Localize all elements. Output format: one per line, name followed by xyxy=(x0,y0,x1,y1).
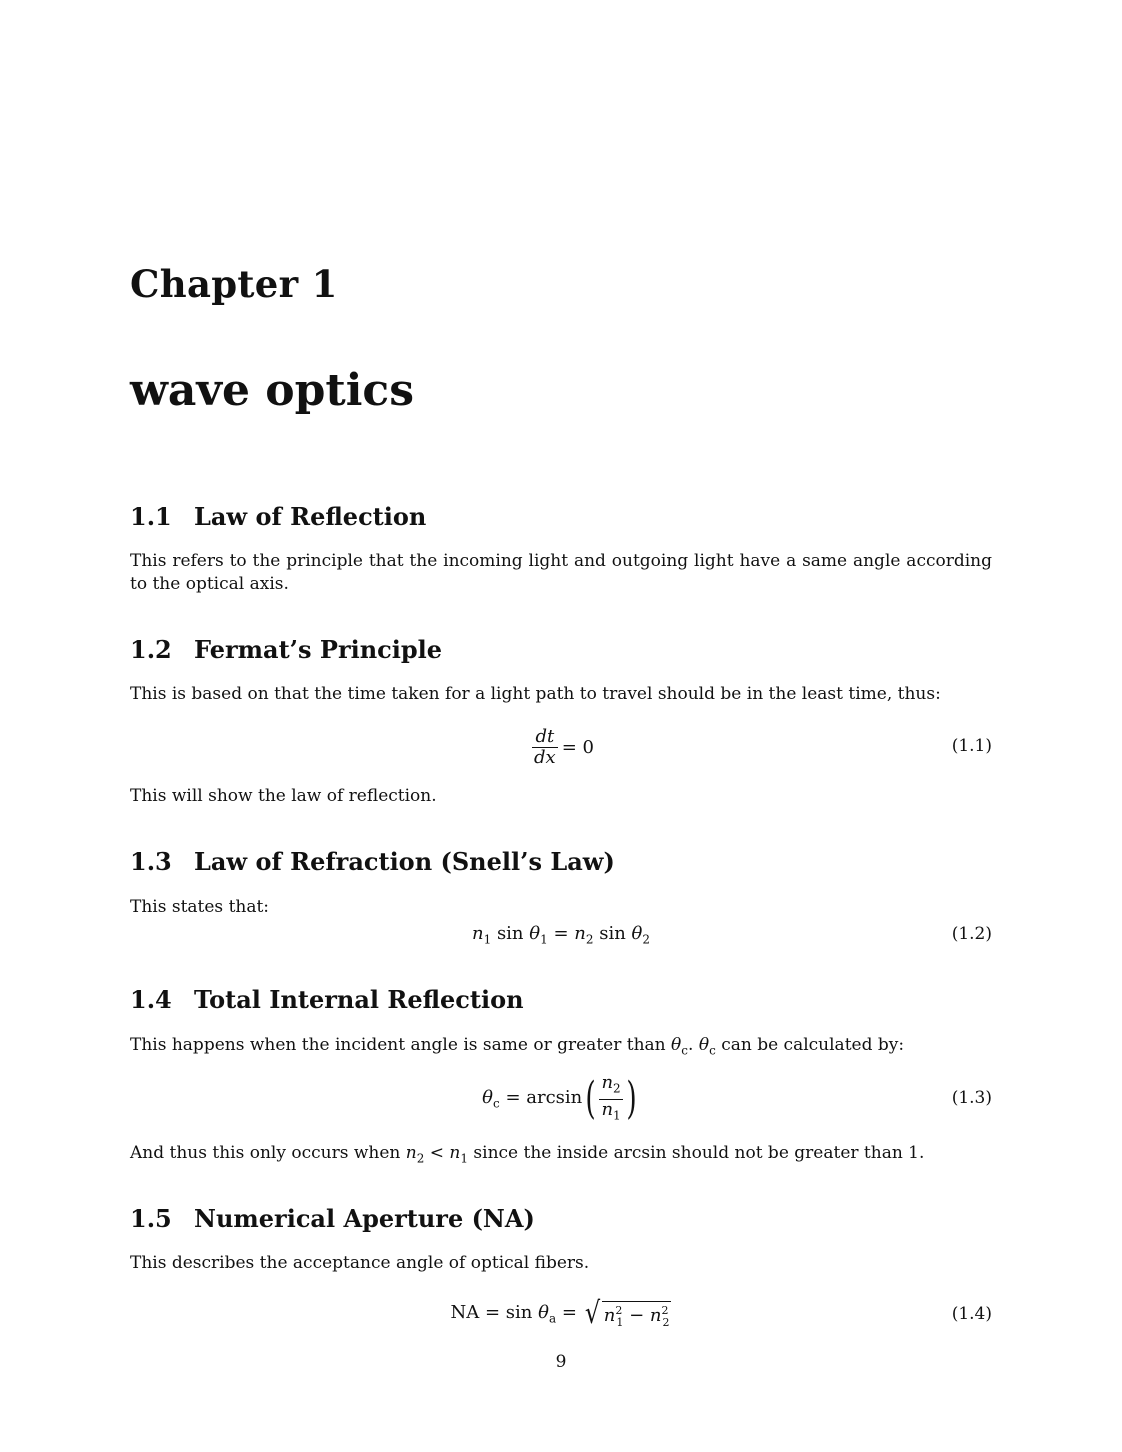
equation-number: (1.2) xyxy=(951,924,992,944)
section-number: 1.5 xyxy=(130,1204,172,1233)
chapter-title: wave optics xyxy=(130,365,414,416)
section-heading-1-1 xyxy=(130,502,426,531)
equation-number: (1.3) xyxy=(951,1088,992,1108)
equation-1-4: NA = $\sin \theta_a$ = √ $n^2_1 - n^2_2$ (1.4) xyxy=(450,1296,992,1331)
chapter-label: Chapter 1 xyxy=(130,262,338,306)
section-number: 1.2 xyxy=(130,635,172,664)
function-name: arcsin xyxy=(526,1087,583,1109)
equation-lhs: NA xyxy=(450,1302,480,1324)
fraction-numerator: dt xyxy=(535,725,555,747)
page-number: 9 xyxy=(555,1352,567,1372)
equation-rhs: = 0 xyxy=(561,736,594,758)
radical-sign-icon: √ xyxy=(584,1296,600,1331)
section-title: Numerical Aperture (NA) xyxy=(194,1204,535,1233)
fraction xyxy=(532,727,558,768)
right-paren: ) xyxy=(626,1073,637,1124)
section-title: Total Internal Reflection xyxy=(194,985,524,1014)
equation-1-1 xyxy=(130,722,992,772)
section-number: 1.4 xyxy=(130,985,172,1014)
equation-1-2 xyxy=(130,921,992,949)
section-heading-1-5 xyxy=(130,1204,535,1233)
paragraph-snell: This states that: xyxy=(130,897,270,917)
paragraph-tir-after: And thus this only occurs when $n_2 < n_1$ since the inside arcsin should not be greater than 1. xyxy=(130,1143,925,1166)
paragraph-text: since the inside arcsin should not be greater than 1. xyxy=(473,1143,925,1163)
paragraph-fermat-after: This will show the law of reflection. xyxy=(130,786,437,806)
square-root: √ $n^2_1 - n^2_2$ xyxy=(584,1296,670,1331)
paragraph-tir: This happens when the incident angle is same or greater than $\theta_c$. $\theta_c$ can be calculated by: xyxy=(130,1035,905,1058)
section-heading-1-3 xyxy=(130,847,615,876)
equation-number: (1.4) xyxy=(951,1304,992,1324)
section-title: Law of Reflection xyxy=(194,502,427,531)
section-heading-1-2 xyxy=(130,635,442,664)
paragraph-text: And thus this only occurs when xyxy=(130,1143,401,1163)
equation-number: (1.1) xyxy=(951,736,992,756)
paragraph-text: can be calculated by: xyxy=(721,1035,905,1055)
snell-law-formula: $n_1$ $\sin \theta_1 = n_2$ $\sin \theta_2$ xyxy=(471,923,651,947)
fraction-denominator: dx xyxy=(534,746,556,768)
section-title: Fermat’s Principle xyxy=(194,635,443,664)
fraction: $\frac{n_2}{n_1}$ xyxy=(599,1073,622,1125)
paragraph-na: This describes the acceptance angle of optical fibers. xyxy=(130,1253,590,1273)
paragraph-fermat: This is based on that the time taken for a light path to travel should be in the least time, thus: xyxy=(130,684,941,704)
paragraph-law-of-reflection: This refers to the principle that the incoming light and outgoing light have a same angle according to the optical axis. xyxy=(130,551,992,594)
section-number: 1.3 xyxy=(130,847,172,876)
section-number: 1.1 xyxy=(130,502,172,531)
section-heading-1-4 xyxy=(130,985,524,1014)
equation-1-3: $\theta_c = \arcsin$ ( $\frac{n_2}{n_1}$ ) (1.3) xyxy=(482,1071,992,1124)
paragraph-text: This happens when the incident angle is same or greater than xyxy=(130,1035,666,1055)
left-paren: ( xyxy=(585,1073,597,1124)
section-title: Law of Refraction (Snell’s Law) xyxy=(194,847,615,876)
